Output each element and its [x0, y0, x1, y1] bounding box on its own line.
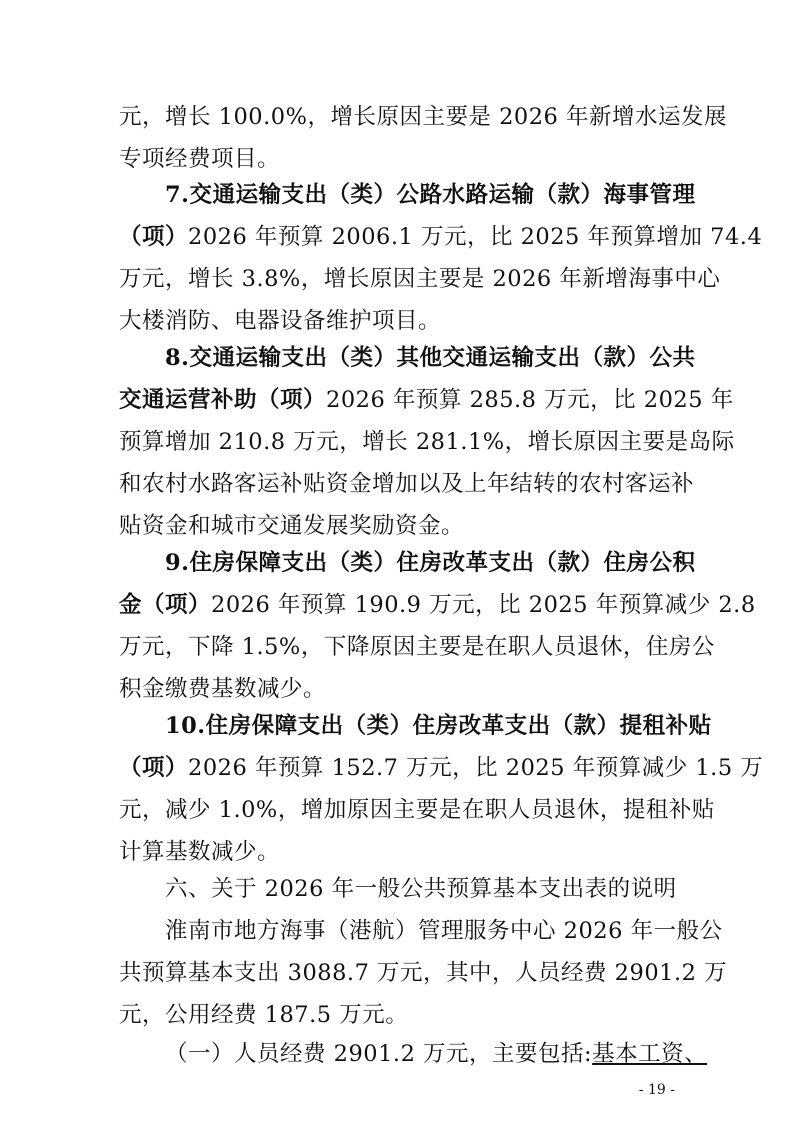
- line-text: 元，增长 100.0%，增长原因主要是 2026 年新增水运发展: [119, 104, 728, 130]
- line-text: 积金缴费基数减少。: [119, 676, 327, 702]
- paragraph-line: [0, 418, 793, 466]
- line-text: 2026 年预算 2006.1 万元，比 2025 年预算增加 74.4: [188, 224, 763, 250]
- item-heading: 7.交通运输支出（类）公路水路运输（款）海事管理: [165, 182, 696, 208]
- section-heading: [0, 865, 793, 913]
- heading-line: [0, 171, 793, 219]
- section-title: 六、关于 2026 年一般公共预算基本支出表的说明: [165, 876, 677, 902]
- page-number-text: - 19 -: [638, 1082, 675, 1098]
- paragraph-line: [0, 1030, 793, 1078]
- line-text: 共预算基本支出 3088.7 万元，其中，人员经费 2901.2 万: [119, 960, 728, 986]
- item-heading: 交通运营补助（项）: [119, 387, 327, 413]
- line-text: 预算增加 210.8 万元，增长 281.1%，增长原因主要是岛际: [119, 429, 735, 455]
- item-heading: 10.住房保障支出（类）住房改革支出（款）提租补贴: [165, 713, 712, 739]
- line-text: （一）人员经费 2901.2 万元，主要包括:: [165, 1041, 593, 1067]
- item-heading: （项）: [119, 224, 189, 250]
- paragraph-line: [0, 581, 793, 629]
- paragraph-line: [0, 744, 793, 792]
- paragraph-line: [0, 93, 793, 141]
- underlined-text: 基本工资、: [592, 1041, 708, 1067]
- line-text: 大楼消防、电器设备维护项目。: [119, 308, 442, 334]
- heading-line: [0, 334, 793, 382]
- item-heading: （项）: [119, 755, 189, 781]
- paragraph-line: [0, 255, 793, 303]
- line-text: 元，公用经费 187.5 万元。: [119, 1002, 409, 1028]
- paragraph-line: [0, 907, 793, 955]
- paragraph-line: [0, 949, 793, 997]
- paragraph-line: [0, 213, 793, 261]
- line-text: 计算基数减少。: [119, 839, 281, 865]
- paragraph-line: [0, 786, 793, 834]
- line-text: 淮南市地方海事（港航）管理服务中心 2026 年一般公: [165, 918, 723, 944]
- paragraph-line: [0, 623, 793, 671]
- line-text: 贴资金和城市交通发展奖励资金。: [119, 513, 465, 539]
- line-text: 万元，下降 1.5%，下降原因主要是在职人员退休，住房公: [119, 634, 715, 660]
- heading-line: [0, 702, 793, 750]
- line-text: 和农村水路客运补贴资金增加以及上年结转的农村客运补: [119, 471, 695, 497]
- paragraph-line: [0, 376, 793, 424]
- paragraph-line: [0, 460, 793, 508]
- item-heading: 8.交通运输支出（类）其他交通运输支出（款）公共: [165, 345, 696, 371]
- page-number: [0, 1075, 793, 1105]
- heading-line: [0, 539, 793, 587]
- line-text: 专项经费项目。: [119, 146, 281, 172]
- item-heading: 金（项）: [119, 592, 212, 618]
- line-text: 万元，增长 3.8%，增长原因主要是 2026 年新增海事中心: [119, 266, 721, 292]
- line-text: 2026 年预算 190.9 万元，比 2025 年预算减少 2.8: [211, 592, 756, 618]
- line-text: 2026 年预算 285.8 万元，比 2025 年: [326, 387, 734, 413]
- line-text: 2026 年预算 152.7 万元，比 2025 年预算减少 1.5 万: [188, 755, 764, 781]
- line-text: 元，减少 1.0%，增加原因主要是在职人员退休，提租补贴: [119, 797, 715, 823]
- item-heading: 9.住房保障支出（类）住房改革支出（款）住房公积: [165, 550, 696, 576]
